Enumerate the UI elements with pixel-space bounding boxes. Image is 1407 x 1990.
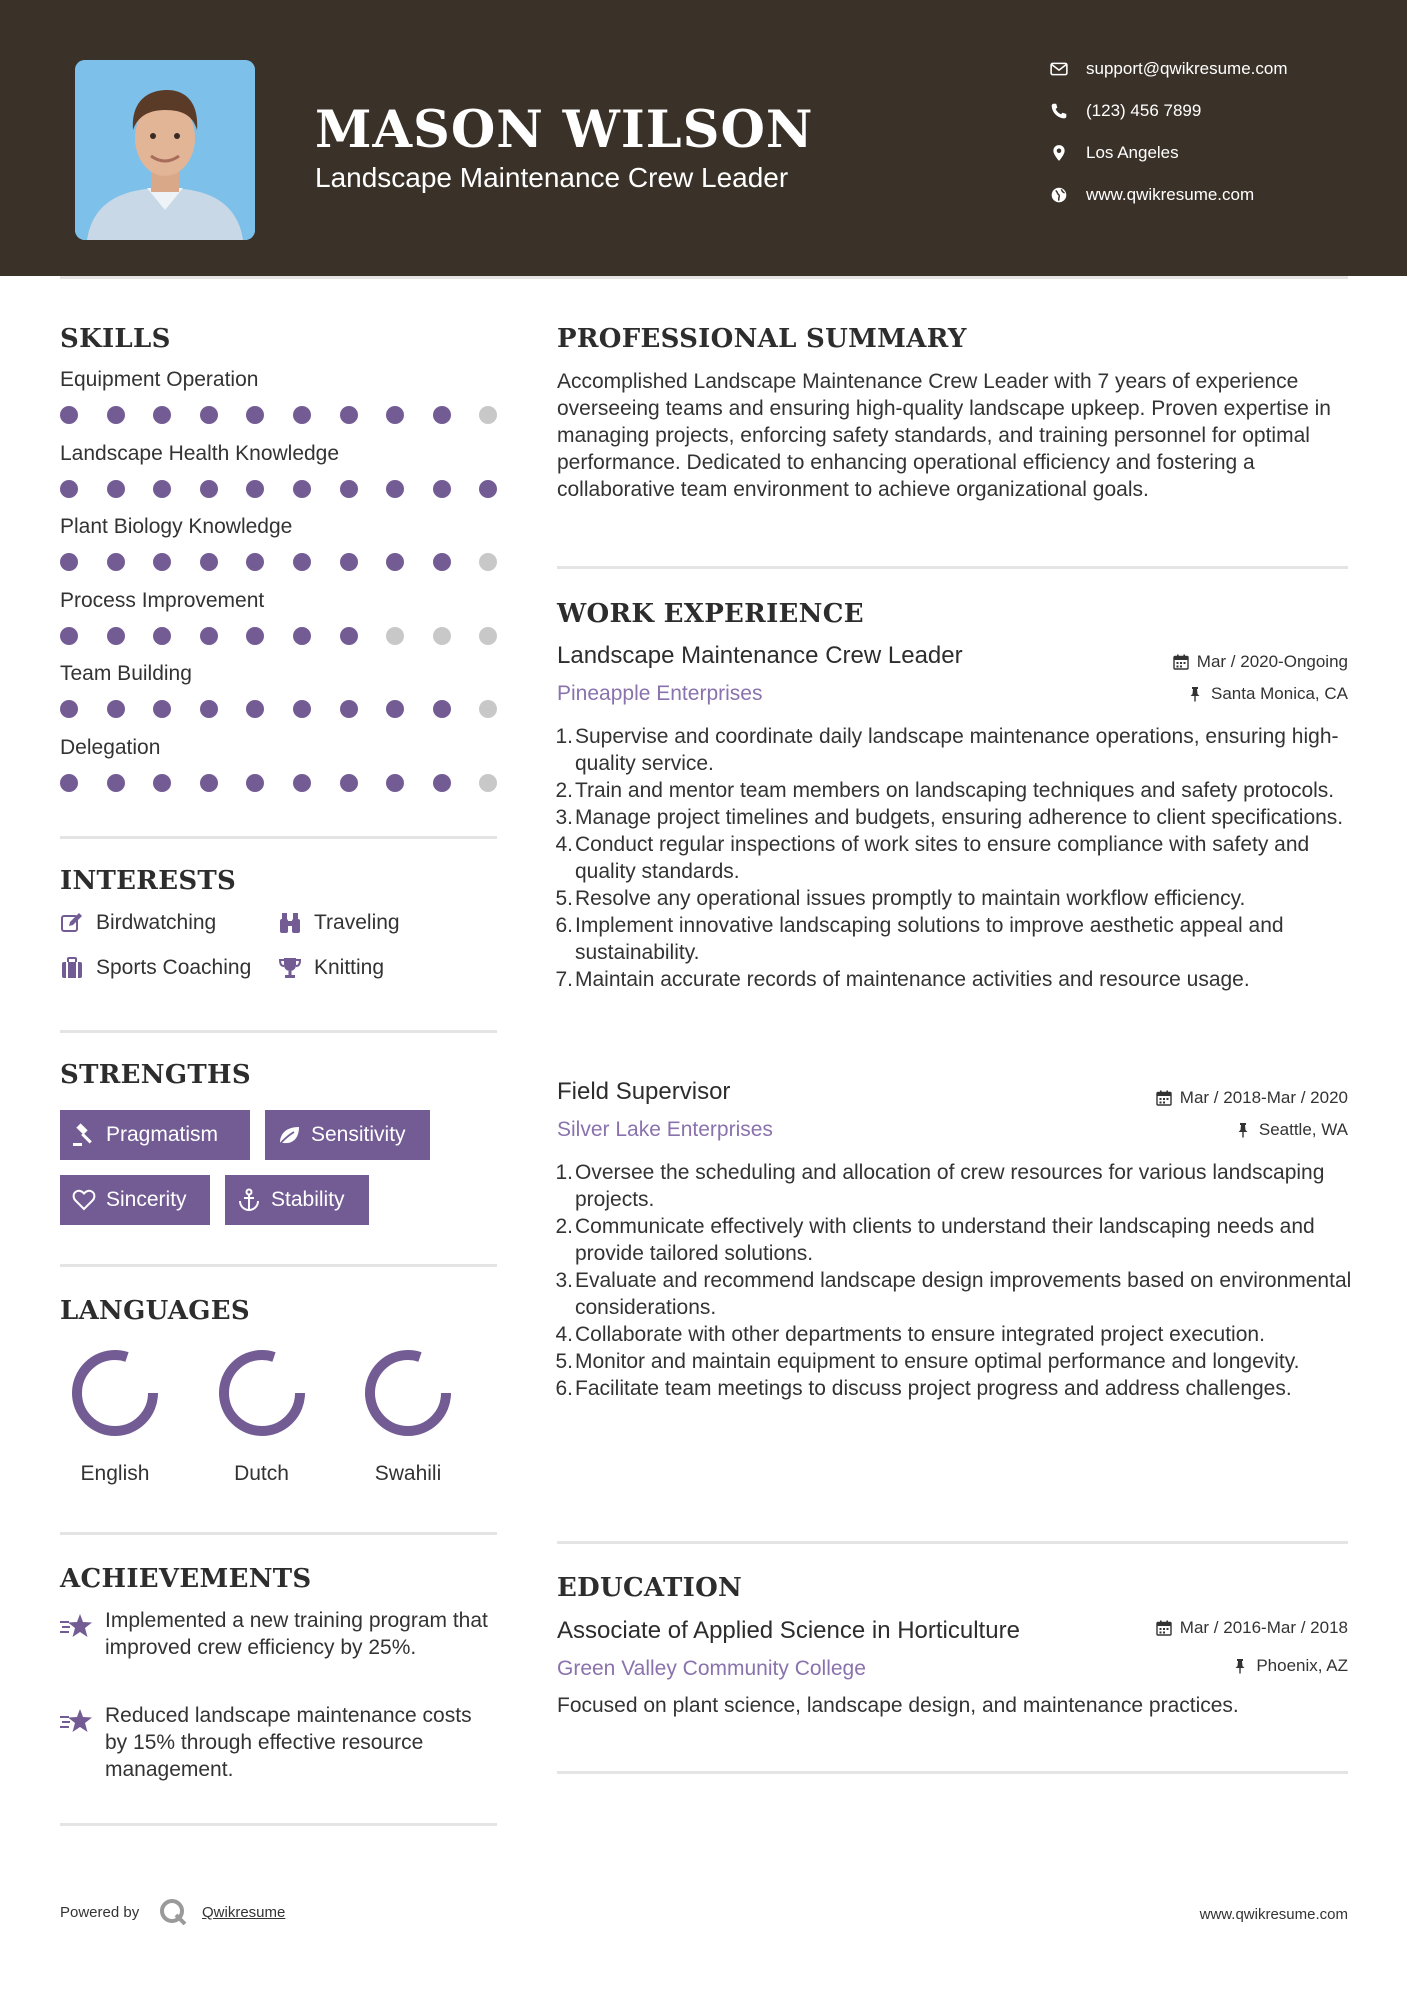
languages-heading: LANGUAGES [60,1296,250,1326]
rating-dot [200,700,218,718]
calendar-icon [1173,654,1189,670]
contact-phone[interactable] [1050,99,1201,123]
pencil-square-icon [60,911,84,935]
rating-dot [107,406,125,424]
education-dates [1156,1618,1348,1638]
language-level-ring [214,1345,310,1441]
interest-item [60,956,251,980]
bullet-text: Facilitate team meetings to discuss project progress and address challenges. [575,1377,1292,1400]
rating-dot [293,480,311,498]
phone-icon [1050,102,1068,120]
bullet-text: Implement innovative landscaping solutions to improve aesthetic appeal and sustainability. [575,914,1284,964]
section-divider [557,566,1348,569]
rating-dot [200,406,218,424]
job-dates [1156,1088,1348,1108]
achievement-text: Implemented a new training program that improved crew efficiency by 25%. [105,1609,488,1659]
interest-label: Birdwatching [96,911,217,934]
rating-dot [293,406,311,424]
bullet-number: 6. [555,914,573,937]
rating-dot [340,700,358,718]
section-divider [60,1823,497,1826]
rating-dot [60,480,78,498]
rating-dot [433,700,451,718]
contact-location-text: Los Angeles [1086,143,1179,162]
contact-website-text: www.qwikresume.com [1086,185,1255,204]
skill-name: Equipment Operation [60,368,259,391]
language-name: English [80,1462,150,1485]
achievement-text: Reduced landscape maintenance costs by 15% through effective resource management. [105,1704,472,1781]
interest-item [60,911,216,935]
rating-dot [107,627,125,645]
bullet-number: 6. [555,1377,573,1400]
section-divider [60,1532,497,1535]
rating-dot [153,480,171,498]
job-location-text: Santa Monica, CA [1210,684,1348,703]
strength-label: Pragmatism [106,1123,219,1146]
language-name: Swahili [374,1462,442,1485]
bullet-number: 4. [555,1323,573,1346]
rating-dot [479,480,497,498]
education-description: Focused on plant science, landscape design, and maintenance practices. [557,1694,1239,1717]
bullet-item [557,1159,1357,1213]
skill-rating [60,552,500,572]
rating-dot [60,774,78,792]
contact-phone-text: (123) 456 7899 [1086,101,1202,120]
bullet-text: Evaluate and recommend landscape design improvements based on environmental considerations. [575,1269,1352,1319]
bullet-item [557,912,1357,966]
bullet-item [557,966,1357,993]
briefcase-icon [60,956,84,980]
rating-dot [386,406,404,424]
rating-dot [340,627,358,645]
powered-by-label: Powered by [60,1904,140,1921]
education-heading: EDUCATION [557,1573,743,1603]
bullet-item [557,777,1357,804]
bullet-number: 2. [555,779,573,802]
company-name: Silver Lake Enterprises [557,1118,773,1141]
job-location-text: Seattle, WA [1258,1120,1348,1139]
rating-dot [153,700,171,718]
skill-rating [60,479,500,499]
skill-name: Landscape Health Knowledge [60,441,340,465]
rating-dot [246,774,264,792]
bullet-item [557,804,1357,831]
rating-dot [433,480,451,498]
skill-name: Process Improvement [60,588,265,612]
rating-dot [246,480,264,498]
language-level-ring [67,1345,163,1441]
job-location [1235,1120,1348,1140]
header-band [0,0,1407,276]
skill-rating [60,699,500,719]
strength-label: Sincerity [106,1188,187,1211]
skill-rating [60,773,500,793]
bullet-number: 3. [555,1269,573,1292]
profile-photo [75,60,255,240]
rating-dot [60,627,78,645]
bullet-item [557,1375,1357,1402]
bullet-number: 5. [555,1350,573,1373]
pushpin-icon [1232,1658,1248,1674]
bullet-text: Oversee the scheduling and allocation of crew resources for various landscaping projects. [575,1161,1325,1211]
rating-dot [200,480,218,498]
rating-dot [246,553,264,571]
rating-dot [107,480,125,498]
qwikresume-logo-icon [158,1897,188,1927]
rating-dot [200,553,218,571]
contact-location [1050,141,1179,165]
bullet-item [557,723,1357,777]
heart-icon [72,1188,96,1212]
bullet-text: Maintain accurate records of maintenance activities and resource usage. [575,968,1250,991]
globe-icon [1050,186,1068,204]
rating-dot [479,700,497,718]
contact-email[interactable] [1050,57,1288,81]
bullet-text: Train and mentor team members on landscaping techniques and safety protocols. [575,779,1335,802]
rating-dot [340,774,358,792]
rating-dot [386,553,404,571]
achievements-heading: ACHIEVEMENTS [60,1564,312,1594]
rating-dot [60,700,78,718]
rating-dot [246,406,264,424]
language-level-ring [360,1345,456,1441]
trophy-icon [278,956,302,980]
interest-label: Sports Coaching [96,956,252,979]
rating-dot [479,406,497,424]
bullet-text: Conduct regular inspections of work sites to ensure compliance with safety and quality standards. [575,833,1310,883]
bullet-number: 1. [555,1161,573,1184]
interests-heading: INTERESTS [60,866,237,896]
footer-website[interactable]: www.qwikresume.com [1199,1906,1348,1923]
section-divider [60,1030,497,1033]
strengths-heading: STRENGTHS [60,1060,251,1090]
rating-dot [60,553,78,571]
rating-dot [60,406,78,424]
bullet-number: 5. [555,887,573,910]
achievement-item [60,1607,488,1691]
candidate-title: Landscape Maintenance Crew Leader [315,162,789,193]
section-divider [60,1264,497,1267]
interest-item [278,911,400,935]
rating-dot [107,774,125,792]
job-dates [1173,652,1348,672]
rating-dot [340,406,358,424]
rating-dot [479,627,497,645]
map-marker-icon [1050,144,1068,162]
rating-dot [107,700,125,718]
rating-dot [386,627,404,645]
rating-dot [246,700,264,718]
rating-dot [200,774,218,792]
rating-dot [386,774,404,792]
skill-name: Plant Biology Knowledge [60,515,293,538]
rating-dot [153,553,171,571]
binoculars-icon [278,911,302,935]
pushpin-icon [1235,1122,1251,1138]
rating-dot [433,406,451,424]
bullet-item [557,1321,1357,1348]
bullet-item [557,1267,1357,1321]
bullet-number: 1. [555,725,573,748]
section-divider [557,1771,1348,1774]
contact-website[interactable] [1050,183,1254,207]
rating-dot [433,627,451,645]
job-location [1187,684,1348,704]
summary-heading: PROFESSIONAL SUMMARY [557,324,967,354]
section-divider [557,1541,1348,1544]
strength-tag [265,1110,430,1160]
star-icon [60,1613,94,1639]
school-name: Green Valley Community College [557,1657,866,1680]
rating-dot [293,627,311,645]
job-dates-text: Mar / 2018-Mar / 2020 [1179,1088,1348,1107]
interest-label: Traveling [314,911,400,934]
rating-dot [153,406,171,424]
bullet-number: 3. [555,806,573,829]
gavel-icon [72,1123,96,1147]
rating-dot [479,774,497,792]
bullet-item [557,1213,1357,1267]
skill-rating [60,405,500,425]
degree-title: Associate of Applied Science in Horticulture [557,1617,1020,1644]
rating-dot [340,480,358,498]
rating-dot [293,700,311,718]
envelope-icon [1050,60,1068,78]
bullet-text: Resolve any operational issues promptly to maintain workflow efficiency. [575,887,1246,910]
rating-dot [153,774,171,792]
skill-rating [60,626,500,646]
bullet-number: 7. [555,968,573,991]
skills-heading: SKILLS [60,324,171,354]
bullet-text: Communicate effectively with clients to understand their landscaping needs and provide tailored solutions. [575,1215,1315,1265]
strength-label: Stability [271,1188,345,1211]
strength-tag [60,1175,210,1225]
calendar-icon [1156,1620,1172,1636]
rating-dot [433,553,451,571]
bullet-item [557,831,1357,885]
rating-dot [293,774,311,792]
anchor-icon [237,1188,261,1212]
interest-item [278,956,384,980]
interest-label: Knitting [314,956,385,979]
bullet-number: 4. [555,833,573,856]
header-divider [60,276,1348,279]
rating-dot [479,553,497,571]
language-name: Dutch [234,1462,289,1485]
rating-dot [386,480,404,498]
rating-dot [340,553,358,571]
education-location-text: Phoenix, AZ [1256,1656,1348,1675]
education-dates-text: Mar / 2016-Mar / 2018 [1179,1618,1348,1637]
star-icon [60,1708,94,1734]
rating-dot [200,627,218,645]
qwikresume-link[interactable]: Qwikresume [202,1904,286,1921]
job-title: Field Supervisor [557,1078,731,1105]
strength-tag [60,1110,250,1160]
achievement-item [60,1702,480,1786]
company-name: Pineapple Enterprises [557,682,763,705]
skill-name: Delegation [60,735,161,759]
summary-text: Accomplished Landscape Maintenance Crew Leader with 7 years of experience overseeing teams and ensuring high-quality landscape upkeep. Proven expertise in managing projects, enforcing safety standards, and training personnel for optimal performance. Dedicated to enhancing operational efficiency and fostering a collaborative team environment to achieve organizational goals. [557,370,1331,501]
rating-dot [386,700,404,718]
rating-dot [246,627,264,645]
bullet-text: Supervise and coordinate daily landscape maintenance operations, ensuring high-quality service. [575,725,1339,775]
calendar-icon [1156,1090,1172,1106]
skill-name: Team Building [60,662,192,685]
leaf-icon [277,1123,301,1147]
rating-dot [107,553,125,571]
bullet-number: 2. [555,1215,573,1238]
bullet-text: Monitor and maintain equipment to ensure optimal performance and longevity. [575,1350,1300,1373]
job-dates-text: Mar / 2020-Ongoing [1196,652,1348,671]
candidate-name: MASON WILSON [315,100,814,160]
bullet-text: Manage project timelines and budgets, ensuring adherence to client specifications. [575,806,1344,829]
bullet-text: Collaborate with other departments to ensure integrated project execution. [575,1323,1265,1346]
job-bullets [557,723,1357,993]
bullet-item [557,885,1357,912]
rating-dot [293,553,311,571]
rating-dot [433,774,451,792]
job-bullets [557,1159,1357,1402]
job-title: Landscape Maintenance Crew Leader [557,642,963,669]
contact-email-text: support@qwikresume.com [1086,59,1288,78]
bullet-item [557,1348,1357,1375]
education-location [1232,1656,1348,1676]
strength-tag [225,1175,369,1225]
rating-dot [153,627,171,645]
experience-heading: WORK EXPERIENCE [557,599,864,629]
strength-label: Sensitivity [311,1123,406,1146]
pushpin-icon [1187,686,1203,702]
section-divider [60,836,497,839]
